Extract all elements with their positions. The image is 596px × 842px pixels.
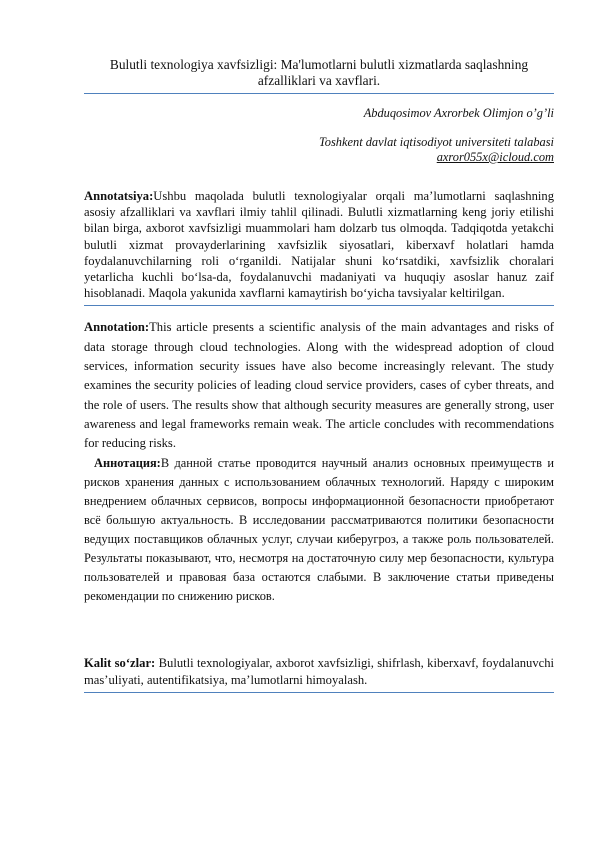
abstract-russian-label: Аннотация:: [94, 455, 161, 470]
keywords: [84, 655, 554, 688]
abstract-uzbek-text: Ushbu maqolada bulutli texnologiyalar orqali ma’lumotlarni saqlashning asosiy afzalliklari va xavflari ilmiy tahlil qilinadi. Bulutli xizmatlarning keng joriy etilishi bilan birga, axborot xavfsizligi muammolari ham dolzarb tus olmoqda. Tadqiqotda yetakchi bulutli xizmat provayderlarining xavfsizlik siyosatlari, kiberxavf holatlari hamda foydalanuvchilarning roli o‘rganildi. Natijalar shuni ko‘rsatdiki, xavfsizlik choralari yetarlicha kuchli bo‘lsa-da, foydalanuvchi madaniyati va huquqiy asoslar hanuz zaif hisoblanadi. Maqola yakunida xavflarni kamaytirish bo‘yicha tavsiyalar keltirilgan.: [84, 189, 554, 301]
abstract-uzbek: [84, 188, 554, 301]
author-affiliation: Toshkent davlat iqtisodiyot universiteti talabasi: [319, 135, 554, 149]
author-email-link[interactable]: axror055x@icloud.com: [436, 150, 554, 164]
keywords-divider: [84, 692, 554, 693]
author-block: [84, 106, 554, 165]
abstract-english-text: This article presents a scientific analysis of the main advantages and risks of data storage through cloud technologies. Along with the widespread adoption of cloud services, information security issues have also become increasingly relevant. The study examines the security policies of leading cloud service providers, cases of cyber threats, and the role of users. The results show that although security measures are generally strong, user awareness and legal frameworks remain weak. The article concludes with recommendations for reducing risks.: [84, 320, 554, 451]
abstract-russian: [84, 454, 554, 607]
article-title: Bulutli texnologiya xavfsizligi: Ma'lumotlarni bulutli xizmatlarda saqlashning afzalliklari va xavflari.: [109, 57, 529, 88]
abstract-english: [84, 318, 554, 453]
keywords-text: Bulutli texnologiyalar, axborot xavfsizligi, shifrlash, kiberxavf, foydalanuvchi mas’uliyati, autentifikatsiya, ma’lumotlarni himoyalash.: [84, 656, 554, 687]
article-page: [84, 0, 554, 693]
abstract-uzbek-label: Annotatsiya:: [84, 189, 154, 203]
author-name: Abduqosimov Axrorbek Olimjon o’g’li: [363, 106, 554, 120]
keywords-label: Kalit so‘zlar:: [84, 656, 156, 671]
abstract-russian-text: В данной статье проводится научный анализ основных преимуществ и рисков хранения данных с использованием облачных технологий. Наряду с широким внедрением облачных сервисов, вопросы информационной безопасности приобретают всё большую актуальность. В исследовании рассматриваются политики безопасности ведущих поставщиков облачных услуг, случаи киберугроз, а также роль пользователей. Результаты показывают, что, несмотря на достаточную силу мер безопасности, культура пользователей и правовая база остаются слабыми. В заключение статьи приведены рекомендации по снижению рисков.: [84, 455, 554, 604]
abstract-uzbek-divider: [84, 305, 554, 306]
author-email: [84, 150, 554, 165]
abstract-english-label: Annotation:: [84, 320, 150, 335]
title-divider: [84, 93, 554, 94]
